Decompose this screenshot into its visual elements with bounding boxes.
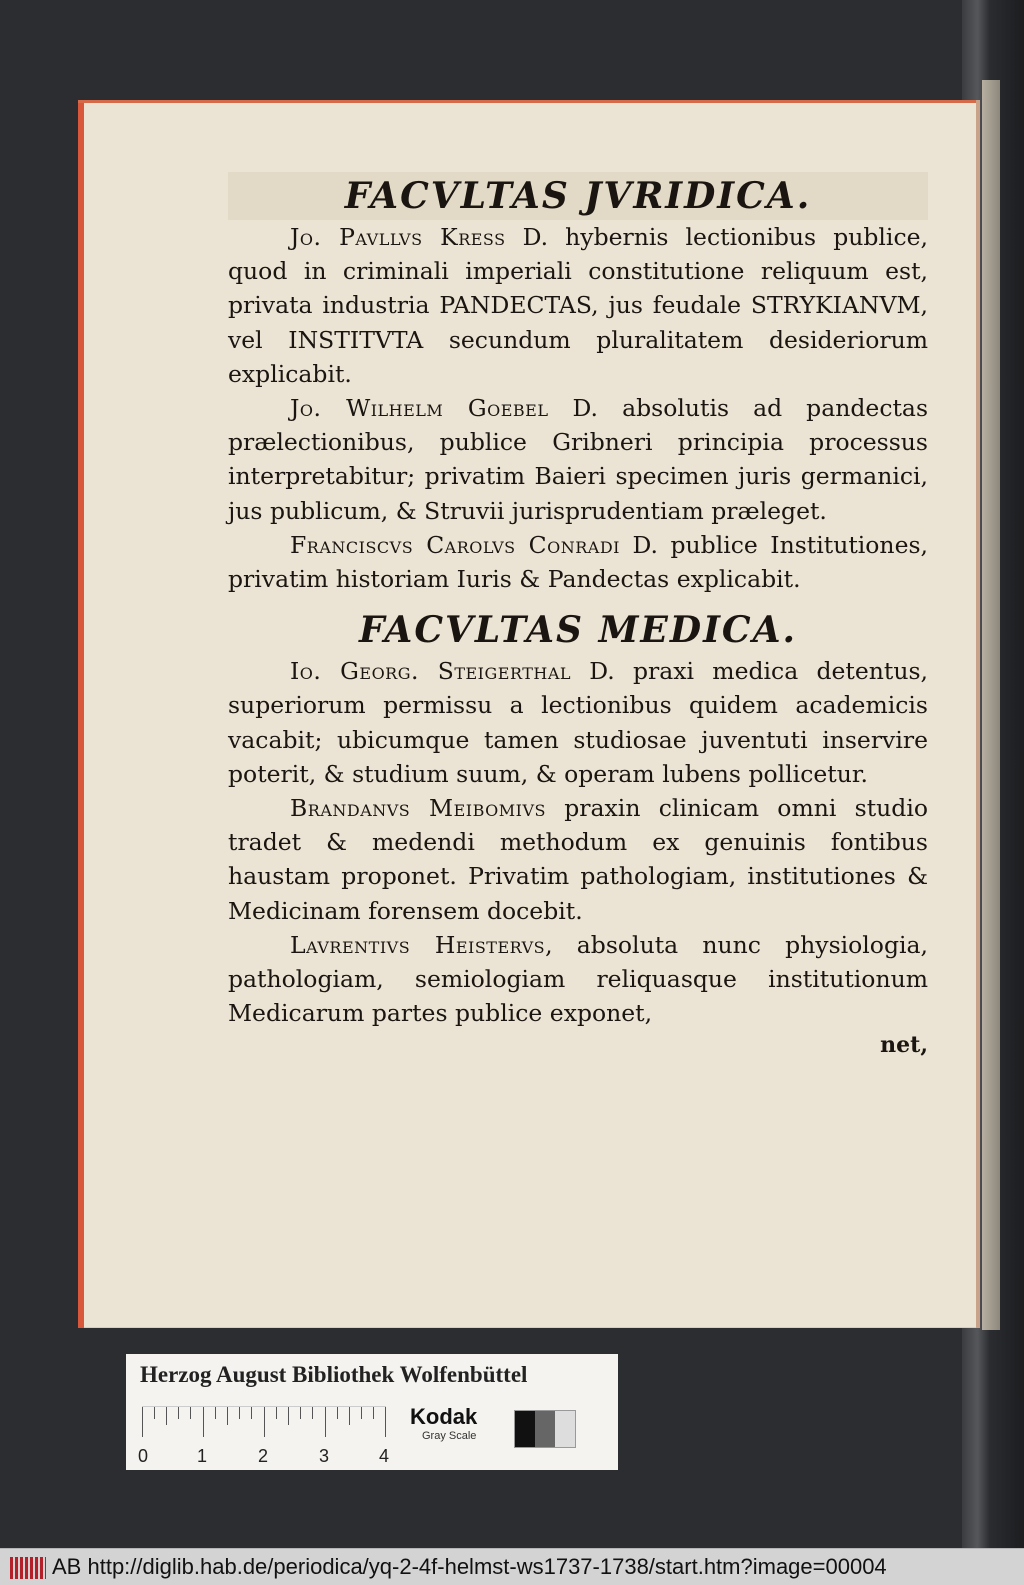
professor-name: Lavrentivs Heistervs	[290, 930, 546, 959]
professor-name: Jo. Wilhelm Goebel	[290, 394, 549, 423]
section-heading-juridica: FACVLTAS JVRIDICA.	[228, 172, 928, 220]
section-heading-medica: FACVLTAS MEDICA.	[358, 609, 798, 652]
url-footer	[0, 1548, 1024, 1585]
paragraph	[228, 654, 928, 791]
ruler-number: 2	[258, 1446, 269, 1466]
paragraph-text: , absoluta nunc physiologia, pathologiam, semiologiam reliquasque institutionum Medicarum partes publice exponet,	[228, 930, 928, 1028]
color-calibration-label	[126, 1354, 618, 1470]
gray-scale-swatch	[514, 1410, 576, 1448]
ruler-number: 0	[138, 1446, 149, 1466]
ruler	[142, 1406, 386, 1445]
page-text	[228, 172, 928, 1060]
paragraph-text: D. hybernis lectionibus publice, quod in criminali imperiali constitutione reliquum est, privata industria PANDECTAS, jus feudale STRYKIANVM, vel INSTITVTA secundum pluralitatem desideriorum explicabit.	[228, 223, 928, 388]
library-name: Herzog August Bibliothek Wolfenbüttel	[140, 1362, 528, 1387]
paragraph	[228, 528, 928, 596]
kodak-logo: Kodak	[410, 1404, 478, 1429]
paragraph-text: D. absolutis ad pandectas prælectionibus, publice Gribneri principia processus interpretabitur; privatim Baieri specimen juris germanici, jus publicum, & Struvii jurisprudentiam præleget.	[228, 394, 928, 525]
paragraph	[228, 791, 928, 928]
gray-scale-label: Gray Scale	[422, 1430, 477, 1442]
professor-name: Jo. Pavllvs Kress	[290, 223, 506, 251]
paragraph	[228, 391, 928, 528]
paragraph-text: D. praxi medica detentus, superiorum permissu a lectionibus quidem academicis vacabit; ubicumque tamen studiosae juventuti inservire poterit, & studium suum, & operam lubens pollicetur.	[228, 657, 928, 788]
ruler-number: 3	[319, 1446, 330, 1466]
paragraph-text: praxin clinicam omni studio tradet & medendi methodum ex genuinis fontibus haustam proponet. Privatim pathologiam, institutiones & Medicinam forensem docebit.	[228, 794, 928, 925]
catchword: net,	[880, 1032, 928, 1059]
url-prefix: AB	[52, 1554, 82, 1579]
paragraph-text: D. publice Institutiones, privatim historiam Iuris & Pandectas explicabit.	[228, 530, 929, 594]
document-page	[78, 100, 980, 1328]
paragraph	[228, 220, 928, 391]
professor-name: Franciscvs Carolvs Conradi	[290, 530, 620, 559]
ruler-number: 1	[197, 1446, 208, 1466]
professor-name: Brandanvs Meibomivs	[290, 794, 546, 823]
page-url[interactable]: http://diglib.hab.de/periodica/yq-2-4f-helmst-ws1737-1738/start.htm?image=00004	[87, 1554, 887, 1579]
paragraph	[228, 928, 928, 1031]
ruler-number: 4	[379, 1446, 390, 1466]
hab-logo-icon	[10, 1557, 46, 1579]
professor-name: Io. Georg. Steigerthal	[290, 657, 572, 686]
